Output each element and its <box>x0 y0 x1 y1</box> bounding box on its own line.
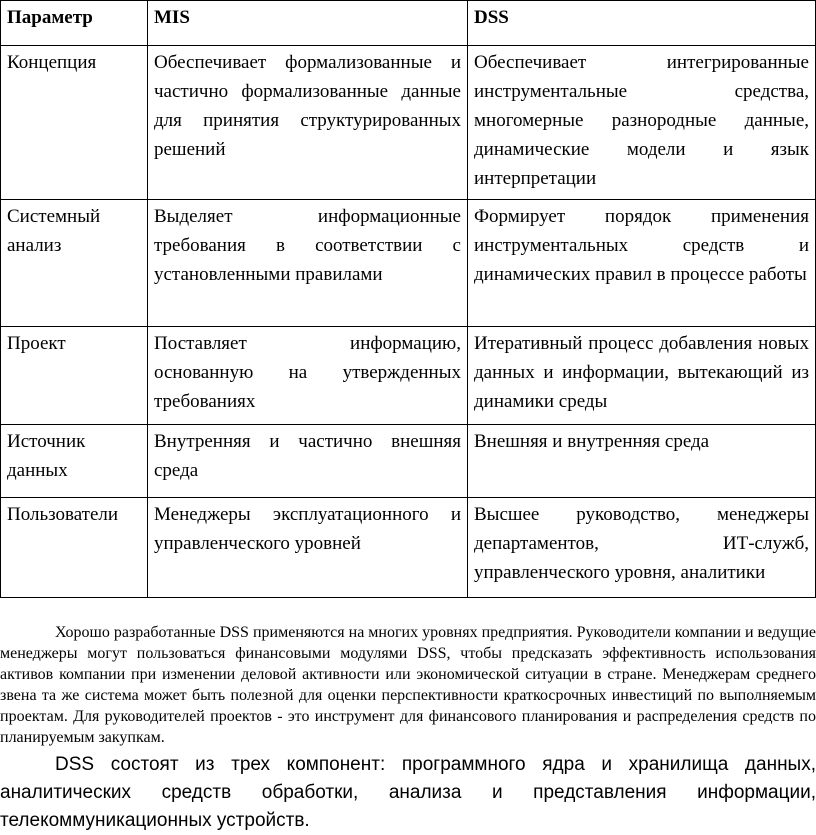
row-mis-cell: Внутренняя и частично внешняя среда <box>148 425 468 498</box>
header-mis: MIS <box>148 1 468 46</box>
row-parameter-cell: Системный анализ <box>1 200 148 327</box>
table-header-row <box>1 1 816 46</box>
row-dss-cell: Формирует порядок применения инструментальных средств и динамических правил в процессе работы <box>468 200 816 327</box>
row-dss-cell: Высшее руководство, менеджеры департаментов, ИТ-служб, управленческого уровня, аналитики <box>468 498 816 598</box>
table-row <box>1 46 816 200</box>
table-row <box>1 498 816 598</box>
row-mis-cell: Поставляет информацию, основанную на утвержденных требованиях <box>148 327 468 425</box>
row-mis-cell: Выделяет информационные требования в соответствии с установленными правилами <box>148 200 468 327</box>
header-dss: DSS <box>468 1 816 46</box>
row-parameter-cell: Пользователи <box>1 498 148 598</box>
row-parameter-cell: Концепция <box>1 46 148 200</box>
row-parameter-cell: Проект <box>1 327 148 425</box>
table-row <box>1 200 816 327</box>
row-dss-cell: Внешняя и внутренняя среда <box>468 425 816 498</box>
row-mis-cell: Менеджеры эксплуатационного и управленческого уровней <box>148 498 468 598</box>
table-row <box>1 327 816 425</box>
header-parameter: Параметр <box>1 1 148 46</box>
body-paragraph-dss-usage: Хорошо разработанные DSS применяются на многих уровнях предприятия. Руководители компании и ведущие менеджеры могут пользоваться финансовыми модулями DSS, чтобы предсказать эффективность использования активов компании при изменении деловой активности или экономической ситуации в стране. Менеджерам среднего звена та же система может быть полезной для оценки перспективности краткосрочных инвестиций по выполняемым проектам. Для руководителей проектов - это инструмент для финансового планирования и распределения средств по планируемым закупкам. <box>0 624 816 746</box>
row-dss-cell: Итеративный процесс добавления новых данных и информации, вытекающий из динамики среды <box>468 327 816 425</box>
body-paragraph-dss-components: DSS состоят из трех компонент: программного ядра и хранилища данных, аналитических средств обработки, анализа и представления информации, телекоммуникационных устройств. <box>0 754 816 831</box>
row-dss-cell: Обеспечивает интегрированные инструментальные средства, многомерные разнородные данные, динамические модели и язык интерпретации <box>468 46 816 200</box>
row-mis-cell: Обеспечивает формализованные и частично формализованные данные для принятия структурированных решений <box>148 46 468 200</box>
row-parameter-cell: Источник данных <box>1 425 148 498</box>
table-row <box>1 425 816 498</box>
